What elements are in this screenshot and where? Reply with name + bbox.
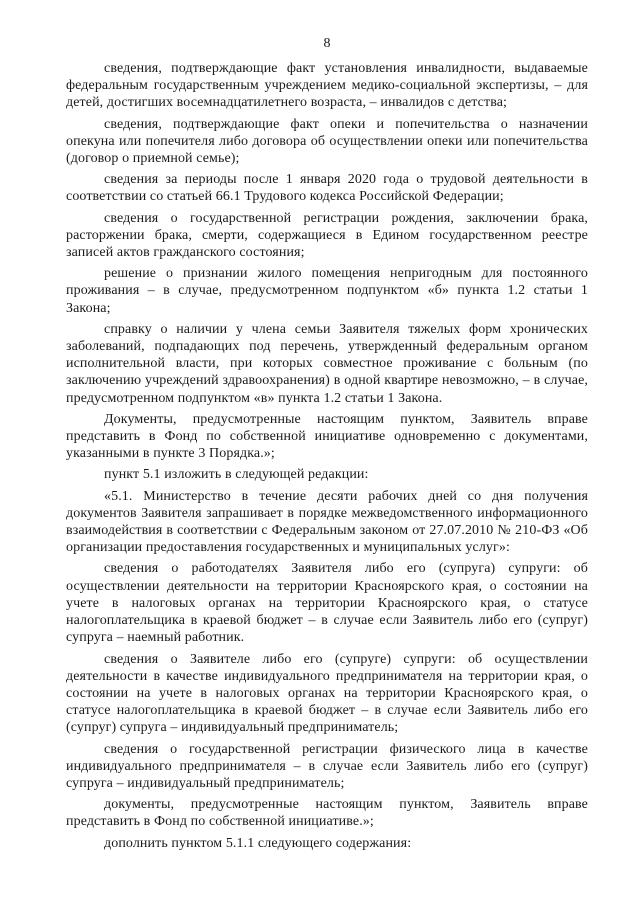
paragraph: документы, предусмотренные настоящим пунктом, Заявитель вправе представить в Фонд по собственной инициативе.»; [66, 797, 588, 830]
paragraph: сведения о государственной регистрации физического лица в качестве индивидуального предпринимателя – в случае если Заявитель либо его (супруг) супруга – индивидуальный предприниматель; [66, 741, 588, 791]
paragraph: сведения о государственной регистрации рождения, заключении брака, расторжении брака, смерти, содержащиеся в Едином государственном реестре записей актов гражданского состояния; [66, 210, 588, 261]
paragraph: сведения за периоды после 1 января 2020 года о трудовой деятельности в соответствии со статьей 66.1 Трудового кодекса Российской Федерации; [66, 172, 588, 205]
paragraph: Документы, предусмотренные настоящим пунктом, Заявитель вправе представить в Фонд по собственной инициативе одновременно с документами, указанными в пункте 3 Порядка.»; [66, 411, 588, 462]
paragraph: сведения, подтверждающие факт опеки и попечительства о назначении опекуна или попечителя либо договора об осуществлении опеки или попечительства (договор о приемной семье); [66, 116, 588, 167]
paragraph: справку о наличии у члена семьи Заявителя тяжелых форм хронических заболеваний, подпадающих под перечень, утвержденный федеральным органом исполнительной власти, при которых совместное проживание с больным (по заключению учреждений здравоохранения) в одной квартире невозможно, – в случае, предусмотренном подпунктом «в» пункта 1.2 статьи 1 Закона. [66, 321, 588, 406]
paragraph: решение о признании жилого помещения непригодным для постоянного проживания – в случае, предусмотренном подпунктом «б» пункта 1.2 статьи 1 Закона; [66, 266, 588, 316]
paragraph: пункт 5.1 изложить в следующей редакции: [104, 467, 369, 483]
paragraph: дополнить пунктом 5.1.1 следующего содержания: [104, 835, 412, 851]
paragraph: сведения, подтверждающие факт установления инвалидности, выдаваемые федеральным государственным учреждением медико-социальной экспертизы, – для детей, достигших восемнадцатилетнего возраста, – инвалидов с детства; [66, 61, 588, 111]
page-number: 8 [323, 36, 331, 51]
paragraph: сведения о работодателях Заявителя либо его (супруга) супруги: об осуществлении деятельности на территории Красноярского края, о состоянии на учете в налоговых органах на территории Красноярского края, о статусе налогоплательщика в краевой бюджет – в случае если Заявитель либо его (супруг) супруга – наемный работник. [66, 561, 588, 646]
paragraph: сведения о Заявителе либо его (супруге) супруги: об осуществлении деятельности в качестве индивидуального предпринимателя на территории края, о состоянии на учете в налоговых органах на территории Красноярского края, о статусе налогоплательщика в краевой бюджет – в случае если Заявитель либо его (супруг) супруга – индивидуальный предприниматель; [66, 651, 588, 736]
paragraph: «5.1. Министерство в течение десяти рабочих дней со дня получения документов Заявителя запрашивает в порядке межведомственного информационного взаимодействия в соответствии с Федеральным законом от 27.07.2010 № 210-ФЗ «Об организации предоставления государственных и муниципальных услуг»: [66, 488, 588, 556]
